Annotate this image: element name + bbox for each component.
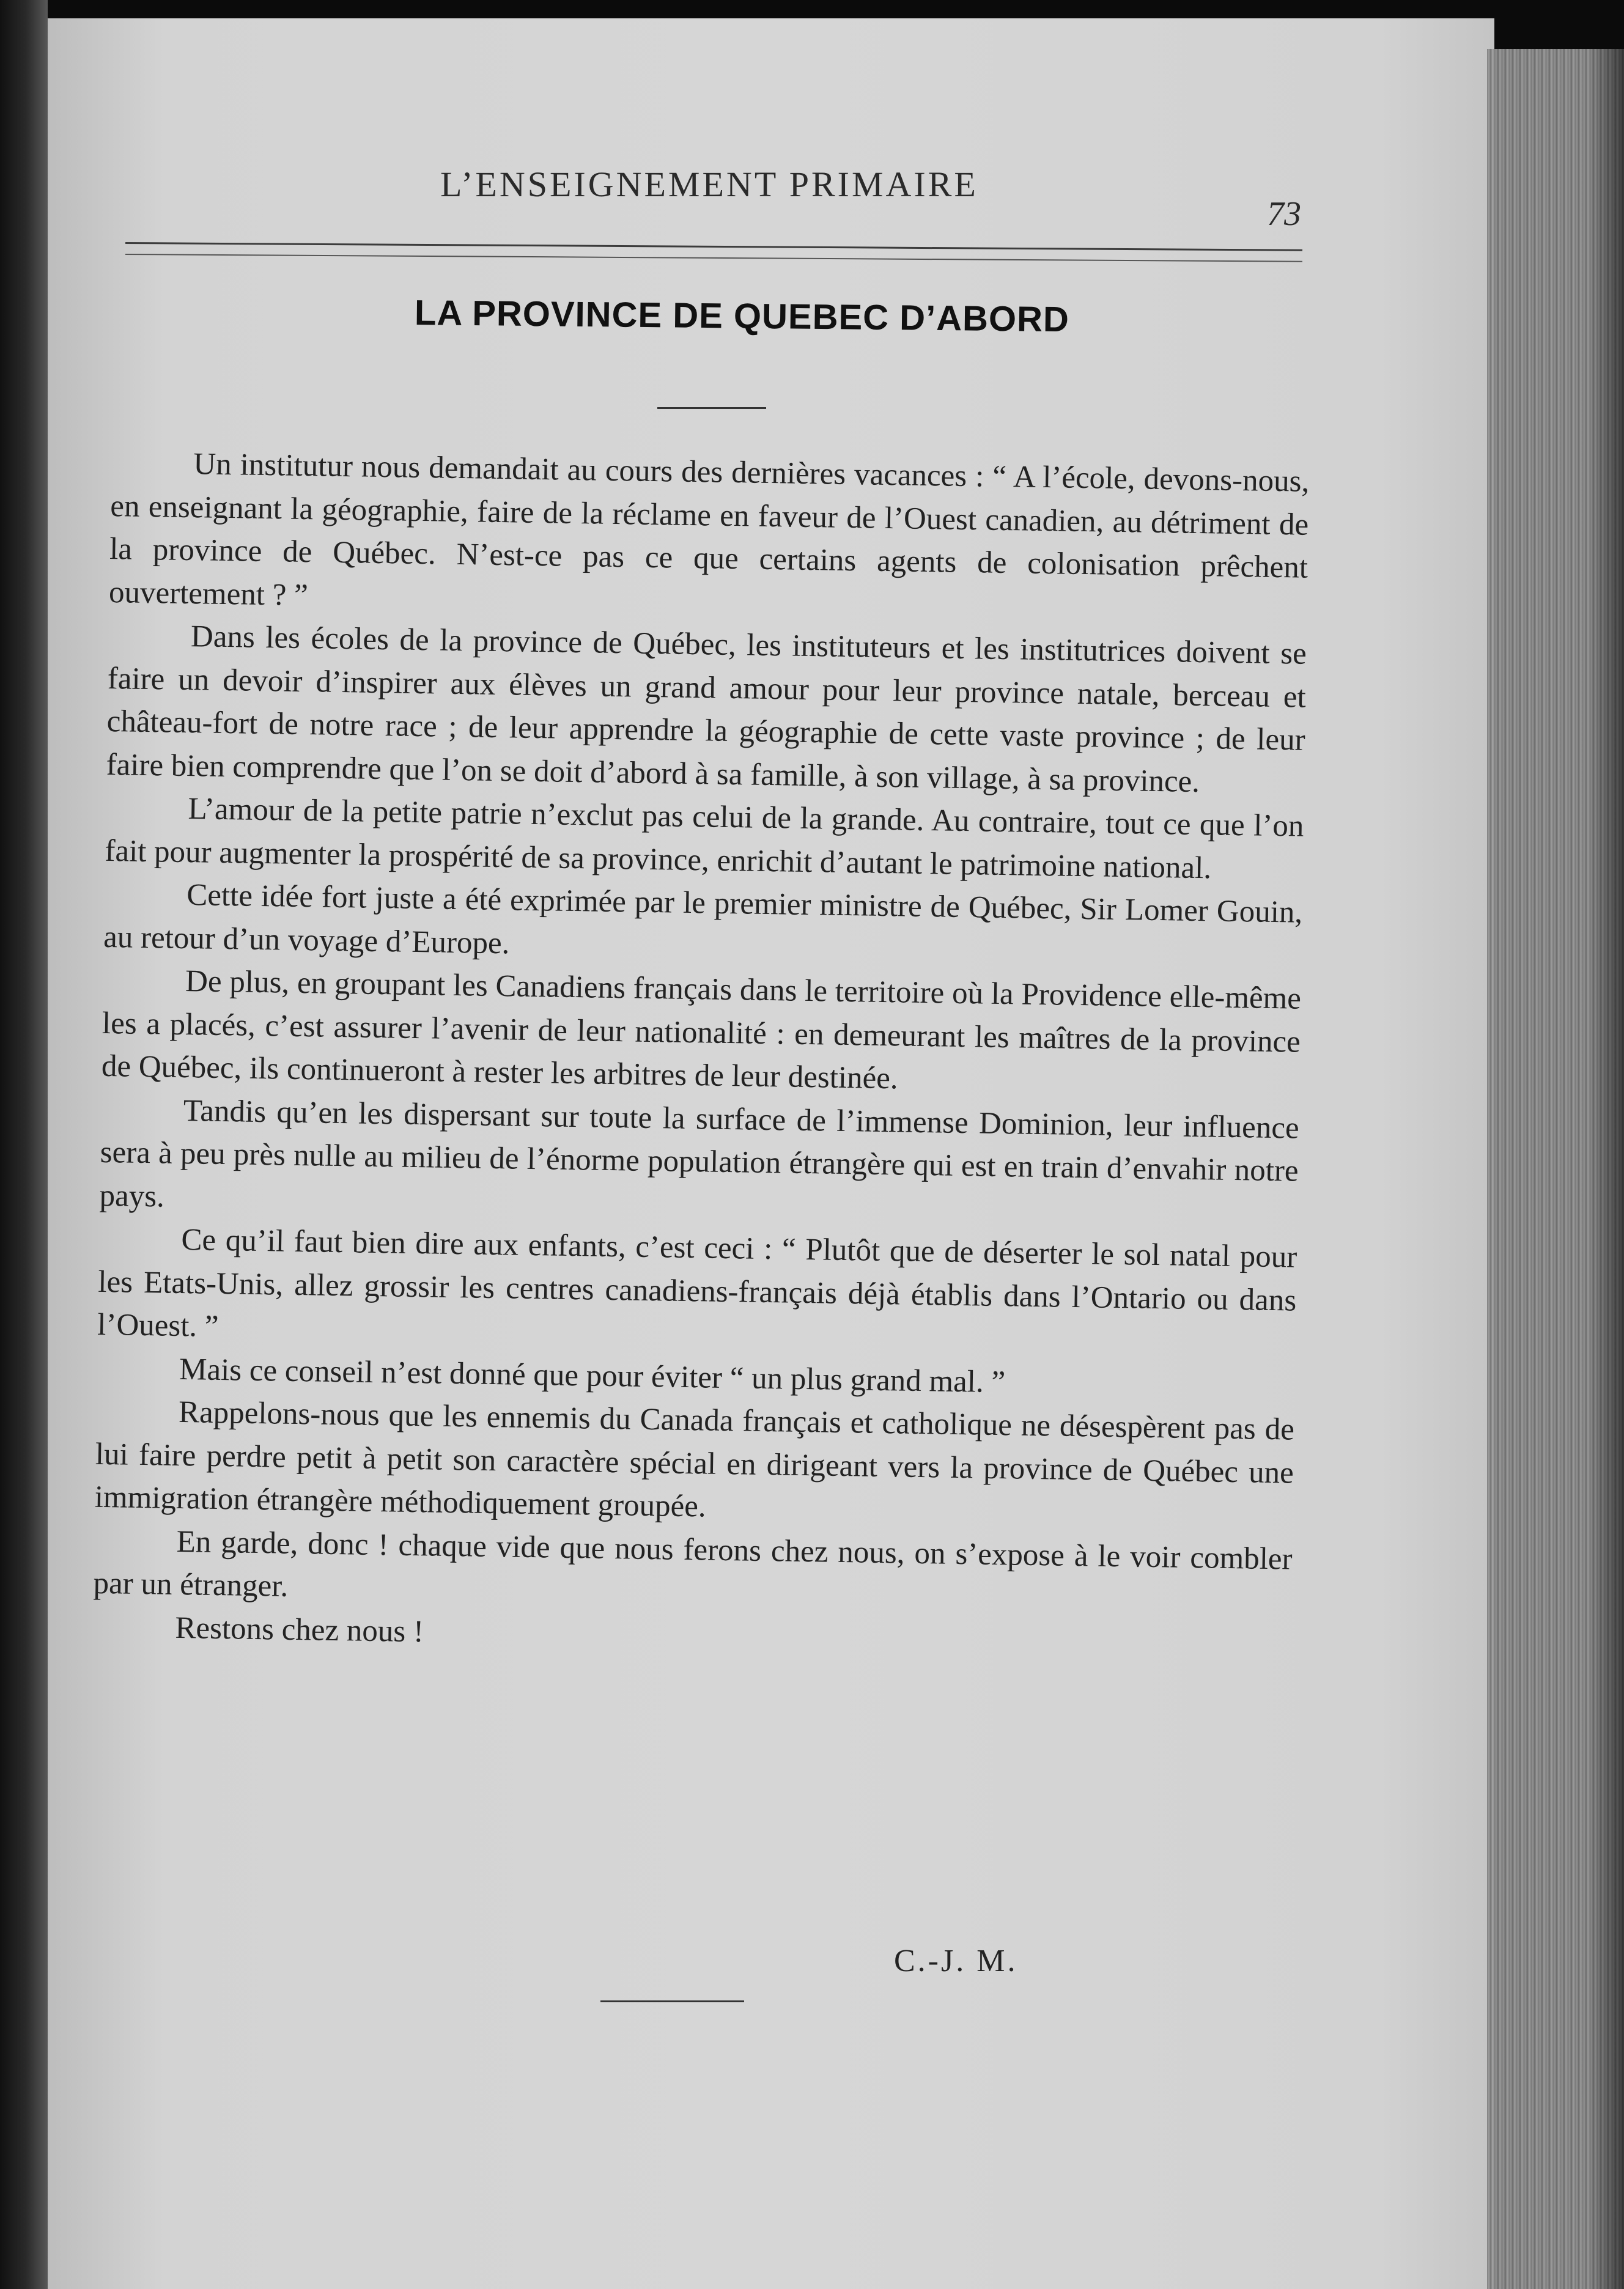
paragraph: En garde, donc ! chaque vide que nous ferons chez nous, on s’expose à le voir combler par un étranger. — [93, 1524, 1293, 1604]
paragraph: Tandis qu’en les dispersant sur toute la surface de l’immense Dominion, leur influence sera à peu près nulle au milieu de l’énorme population étrangère qui est en train d’envahir notre pays. — [99, 1093, 1300, 1214]
paragraph: Un institutur nous demandait au cours des dernières vacances : “ A l’école, devons-nous, en enseignant la géographie, faire de la réclame en faveur de l’Ouest canadien, au détriment de la province de Québec. N’est-ce pas ce que certains agents de colonisation prêchent ouvertement ? ” — [108, 447, 1310, 613]
page-number: 73 — [1267, 195, 1301, 233]
end-rule — [600, 2000, 744, 2002]
article-body — [92, 441, 1310, 1667]
paragraph: Ce qu’il faut bien dire aux enfants, c’est ceci : “ Plutôt que de déserter le sol natal pour les Etats-Unis, allez grossir les centres canadiens-français déjà établis dans l’Ontario ou dans l’Ouest. ” — [97, 1222, 1297, 1344]
author-signature: C.-J. M. — [894, 1944, 1018, 1978]
book-spine-shadow — [0, 0, 48, 2289]
title-rule — [657, 407, 766, 409]
article-title: LA PROVINCE DE QUEBEC D’ABORD — [414, 293, 1070, 340]
paragraph: De plus, en groupant les Canadiens français dans le territoire où la Providence elle-même les a placés, c’est assurer l’avenir de leur nationalité : en demeurant les maîtres de la province de Québec, ils continueront à rester les arbitres de leur destinée. — [101, 964, 1302, 1096]
running-head: L’ENSEIGNEMENT PRIMAIRE — [440, 164, 978, 204]
page-edges — [1487, 49, 1624, 2289]
paragraph: Restons chez nous ! — [175, 1610, 424, 1649]
paragraph: Mais ce conseil n’est donné que pour éviter “ un plus grand mal. ” — [179, 1352, 1006, 1399]
paragraph: L’amour de la petite patrie n’exclut pas celui de la grande. Au contraire, tout ce que l’on fait pour augmenter la prospérité de sa province, enrichit d’autant le patrimoine national. — [105, 792, 1304, 885]
paragraph: Rappelons-nous que les ennemis du Canada français et catholique ne désespèrent pas de lui faire perdre petit à petit son caractère spécial en dirigeant vers la province de Québec une immigration étrangère méthodiquement groupée. — [94, 1395, 1295, 1524]
paragraph: Cette idée fort juste a été exprimée par le premier ministre de Québec, Sir Lomer Gouin, au retour d’un voyage d’Europe. — [103, 878, 1303, 960]
paragraph: Dans les écoles de la province de Québec, les instituteurs et les institutrices doivent se faire un devoir d’inspirer aux élèves un grand amour pour leur province natale, berceau et château-fort de notre race ; de leur apprendre la géographie de cette vaste province ; de leur faire bien comprendre que l’on se doit d’abord à sa famille, à son village, à sa province. — [106, 619, 1307, 799]
